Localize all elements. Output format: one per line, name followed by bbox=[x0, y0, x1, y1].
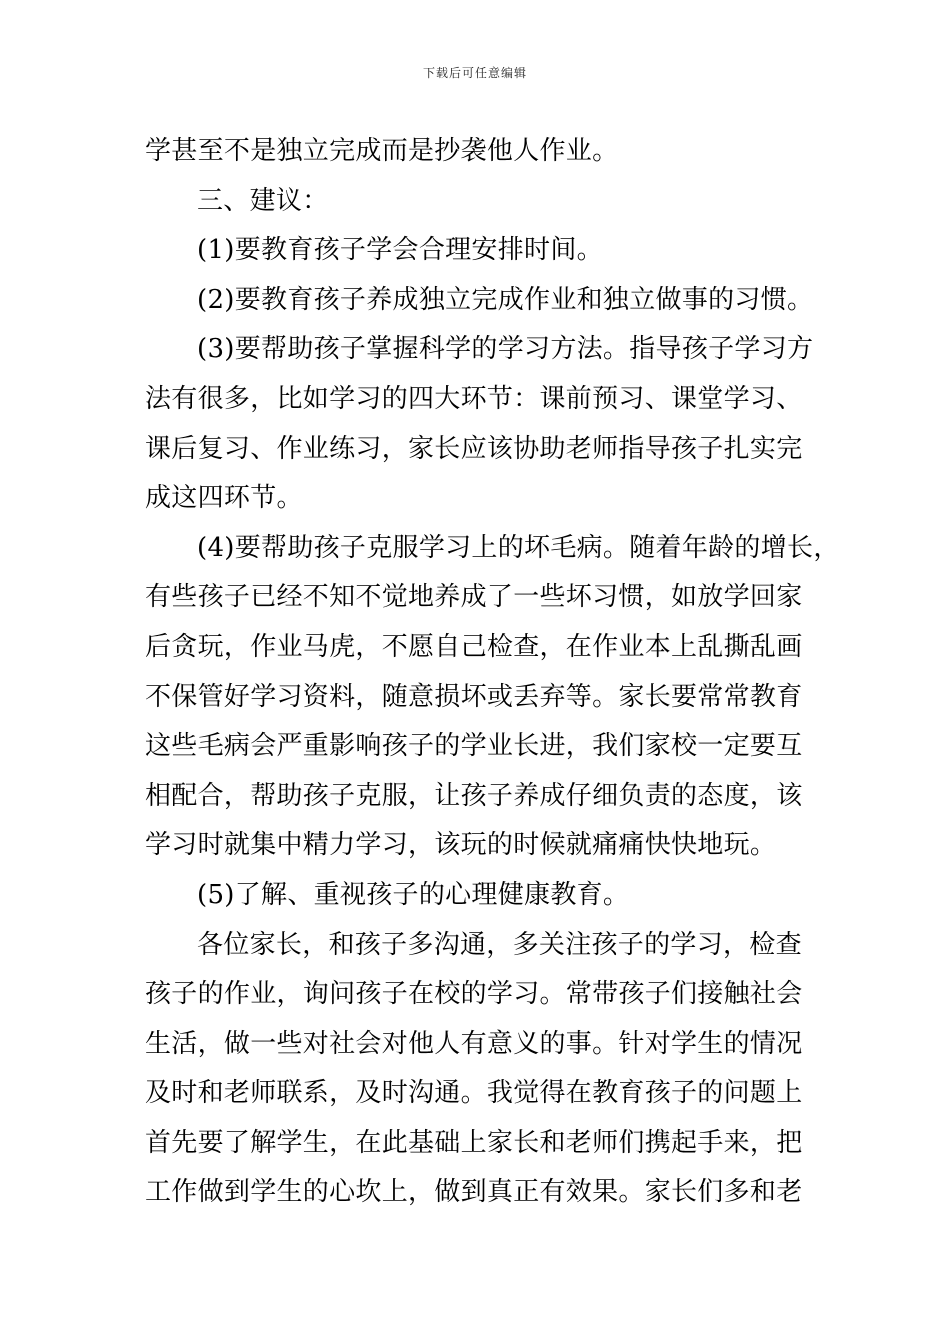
paragraph-start: 各位家长，和孩子多沟通，多关注孩子的学习，检查 bbox=[197, 929, 802, 960]
text-line: 生活，做一些对社会对他人有意义的事。针对学生的情况 bbox=[145, 1028, 803, 1059]
text-line: 不保管好学习资料，随意损坏或丢弃等。家长要常常教育 bbox=[145, 681, 803, 712]
page-header: 下载后可任意编辑 bbox=[422, 66, 527, 80]
text-line: 学习时就集中精力学习，该玩的时候就痛痛快快地玩。 bbox=[145, 830, 777, 861]
text-line: 有些孩子已经不知不觉地养成了一些坏习惯，如放学回家 bbox=[145, 582, 803, 613]
suggestion-item-1: (1)要教育孩子学会合理安排时间。 bbox=[197, 235, 603, 266]
text-line: 课后复习、作业练习，家长应该协助老师指导孩子扎实完 bbox=[145, 433, 803, 464]
text-line: 孩子的作业，询问孩子在校的学习。常带孩子们接触社会 bbox=[145, 979, 803, 1010]
text-line: 成这四环节。 bbox=[145, 483, 303, 514]
text-line: 及时和老师联系，及时沟通。我觉得在教育孩子的问题上 bbox=[145, 1078, 803, 1109]
text-line: 这些毛病会严重影响孩子的学业长进，我们家校一定要互 bbox=[145, 731, 803, 762]
suggestion-item-3: (3)要帮助孩子掌握科学的学习方法。指导孩子学习方 bbox=[197, 334, 814, 365]
document-body bbox=[145, 127, 840, 1218]
text-line: 相配合，帮助孩子克服，让孩子养成仔细负责的态度，该 bbox=[145, 780, 803, 811]
suggestion-item-4: (4)要帮助孩子克服学习上的坏毛病。随着年龄的增长， bbox=[197, 532, 840, 563]
text-line: 首先要了解学生，在此基础上家长和老师们携起手来，把 bbox=[145, 1127, 803, 1158]
suggestion-item-2: (2)要教育孩子养成独立完成作业和独立做事的习惯。 bbox=[197, 284, 814, 315]
text-line: 工作做到学生的心坎上，做到真正有效果。家长们多和老 bbox=[145, 1177, 803, 1208]
section-heading: 三、建议： bbox=[197, 185, 329, 216]
text-line: 法有很多，比如学习的四大环节：课前预习、课堂学习、 bbox=[145, 383, 803, 414]
text-line: 后贪玩，作业马虎，不愿自己检查，在作业本上乱撕乱画 bbox=[145, 631, 803, 662]
text-line: 学甚至不是独立完成而是抄袭他人作业。 bbox=[145, 136, 619, 166]
suggestion-item-5: (5)了解、重视孩子的心理健康教育。 bbox=[197, 879, 630, 910]
